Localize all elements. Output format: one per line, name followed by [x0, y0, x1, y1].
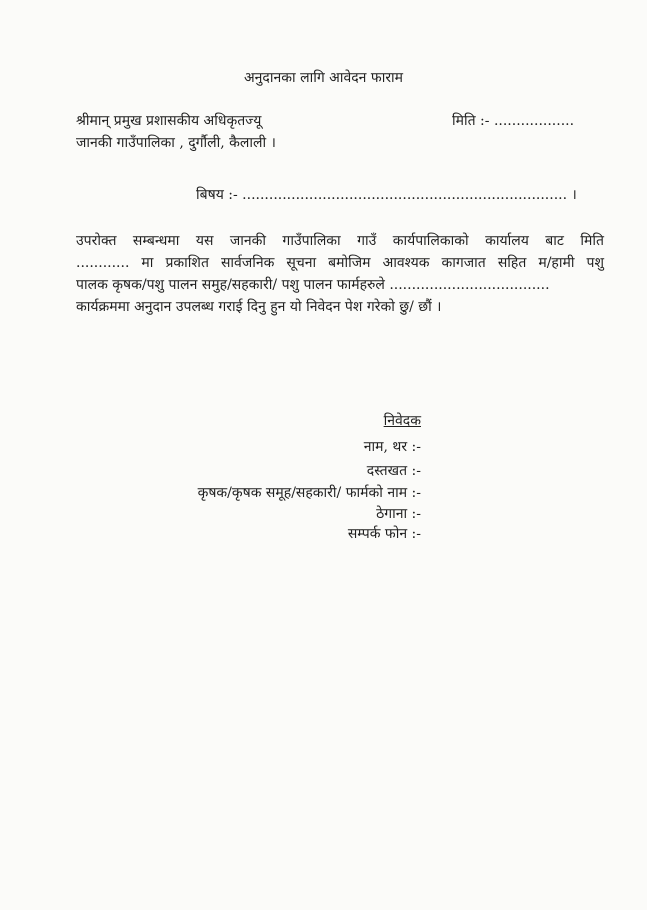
addressee-line-2: जानकी गाउँपालिका , दुर्गौली, कैलाली । — [76, 135, 276, 151]
body-line-3: पालक कृषक/पशु पालन समुह/सहकारी/ पशु पालन फार्महरुले .................................... — [76, 277, 550, 293]
addressee-line-1: श्रीमान् प्रमुख प्रशासकीय अधिकृतज्यू — [76, 113, 262, 129]
signature-field-label: दस्तखत :- — [366, 463, 421, 479]
body-paragraph — [76, 230, 604, 318]
address-field-label: ठेगाना :- — [376, 506, 421, 522]
name-field-label: नाम, थर :- — [363, 439, 421, 455]
date-field: मिति :- .................. — [452, 113, 575, 129]
form-title: अनुदानका लागि आवेदन फाराम — [243, 70, 404, 86]
body-line-2: ............ मा प्रकाशित सार्वजनिक सूचना बमोजिम आवश्यक कागजात सहित म/हामी पशु — [76, 255, 604, 271]
applicant-heading: निवेदक — [383, 413, 421, 429]
body-line-1: उपरोक्त सम्बन्धमा यस जानकी गाउँपालिका गाउँ कार्यपालिकाको कार्यालय बाट मिति — [76, 233, 604, 249]
body-line-4: कार्यक्रममा अनुदान उपलब्ध गराई दिनु हुन यो निवेदन पेश गरेको छु/ छौं । — [76, 299, 442, 315]
phone-field-label: सम्पर्क फोन :- — [347, 526, 421, 542]
farm-name-field-label: कृषक/कृषक समूह/सहकारी/ फार्मको नाम :- — [197, 485, 421, 501]
subject-line: बिषय :- ......................................................................... । — [196, 187, 577, 203]
